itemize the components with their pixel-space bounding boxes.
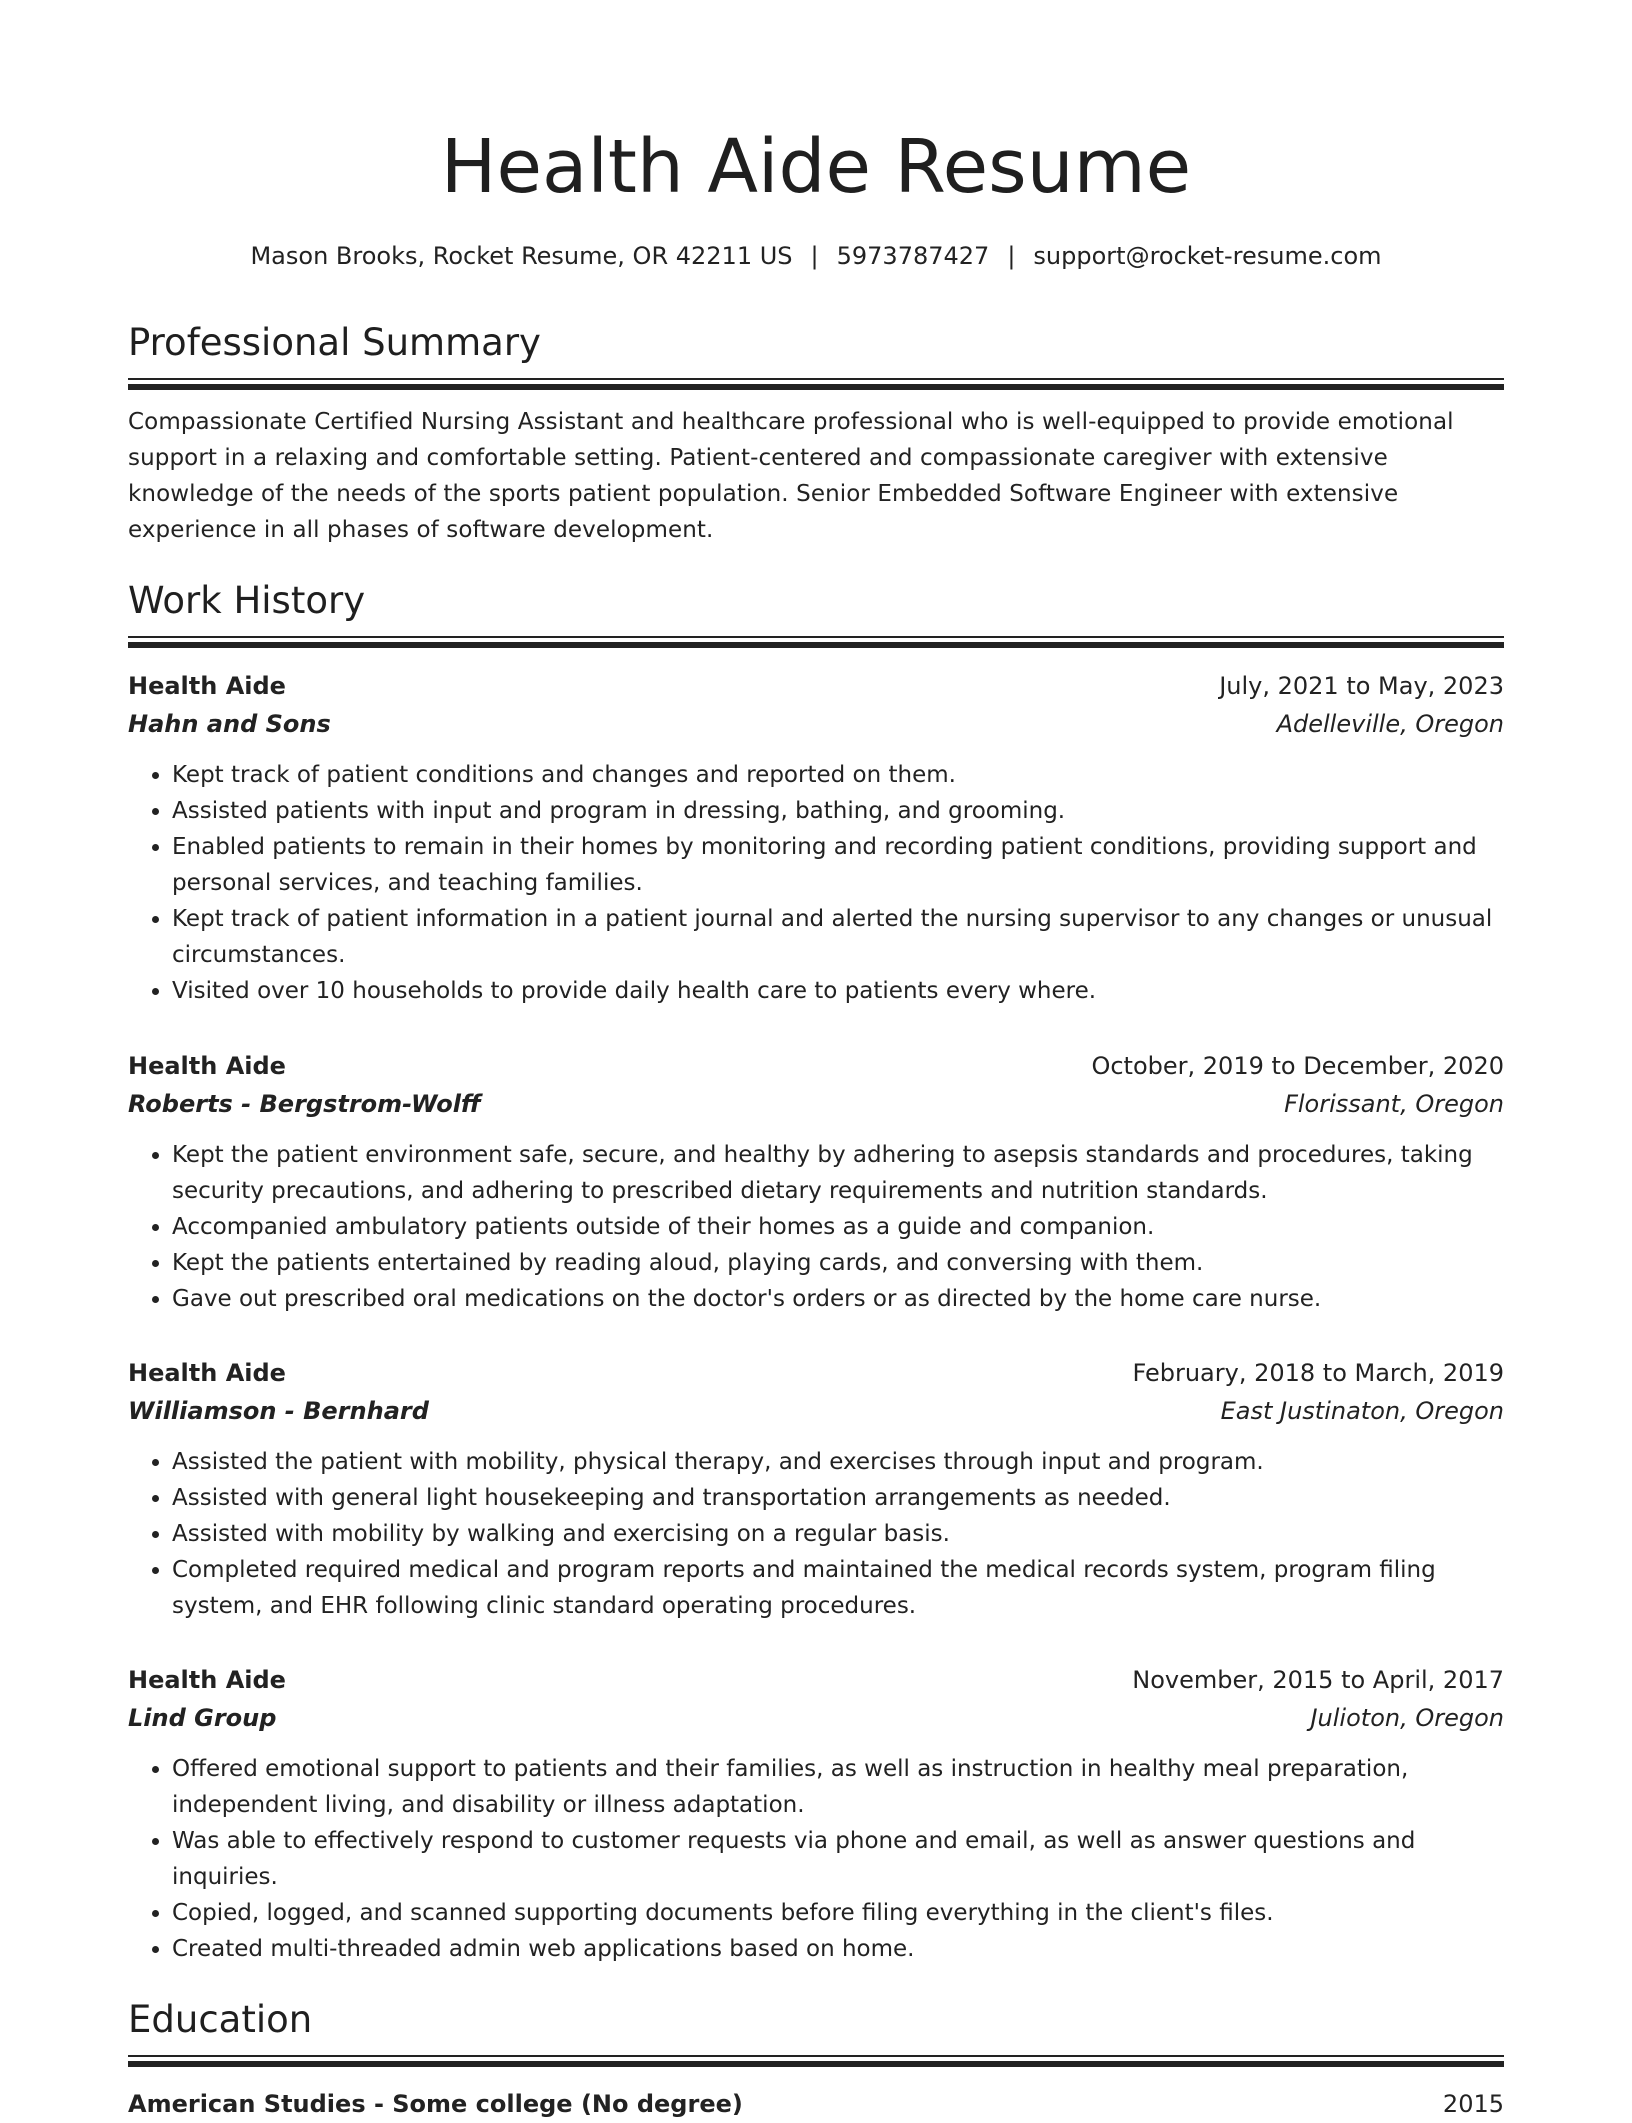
- job-dates: November, 2015 to April, 2017: [1132, 1666, 1504, 1694]
- job-bullets: [128, 1751, 1504, 1967]
- contact-phone: 5973787427: [836, 242, 990, 270]
- job-bullet: • Offered emotional support to patients and their families, as well as instruction in healthy meal preparation, independent living, and disability or illness adaptation.: [172, 1751, 1504, 1823]
- job-location: Florissant, Oregon: [1284, 1090, 1504, 1118]
- education-entry: [128, 2085, 1504, 2123]
- job-title: Health Aide: [128, 1052, 286, 1080]
- summary-text: Compassionate Certified Nursing Assistant and healthcare professional who is well-equipped to provide emotional support in a relaxing and comfortable setting. Patient-centered and compassionate caregiver with extensive knowledge of the needs of the sports patient population. Senior Embedded Software Engineer with extensive experience in all phases of software development.: [128, 409, 1454, 543]
- job-bullet: • Assisted with mobility by walking and exercising on a regular basis.: [172, 1516, 1504, 1552]
- summary-section: [128, 318, 1504, 548]
- job-bullet: • Completed required medical and program reports and maintained the medical records system, program filing system, and EHR following clinic standard operating procedures.: [172, 1552, 1504, 1624]
- job-bullet: • Assisted the patient with mobility, physical therapy, and exercises through input and program.: [172, 1444, 1504, 1480]
- job-bullets: [128, 1444, 1504, 1624]
- job-header-row: [128, 667, 1504, 705]
- education-year: 2015: [1442, 2090, 1504, 2118]
- job-location: Adelleville, Oregon: [1276, 710, 1504, 738]
- job-dates: February, 2018 to March, 2019: [1132, 1359, 1504, 1387]
- job-bullet: • Was able to effectively respond to customer requests via phone and email, as well as answer questions and inquiries.: [172, 1823, 1504, 1895]
- work-history-heading: Work History: [128, 579, 366, 622]
- job-header-row: [128, 1661, 1504, 1699]
- job-company: Williamson - Bernhard: [128, 1397, 429, 1425]
- job-bullet: • Created multi-threaded admin web applications based on home.: [172, 1931, 1504, 1967]
- section-divider: [128, 378, 1504, 380]
- section-divider: [128, 2055, 1504, 2057]
- job-company-row: [128, 1085, 1504, 1123]
- job-bullet: • Kept track of patient information in a patient journal and alerted the nursing supervisor to any changes or unusual circumstances.: [172, 901, 1504, 973]
- job-entry: [128, 1354, 1504, 1624]
- job-bullet: • Kept the patients entertained by reading aloud, playing cards, and conversing with them.: [172, 1245, 1504, 1281]
- job-entry: [128, 1047, 1504, 1317]
- job-bullet: • Enabled patients to remain in their homes by monitoring and recording patient conditions, providing support and personal services, and teaching families.: [172, 829, 1504, 901]
- contact-separator: |: [810, 242, 819, 270]
- section-divider: [128, 636, 1504, 638]
- job-header-row: [128, 1047, 1504, 1085]
- job-company-row: [128, 705, 1504, 743]
- job-company-row: [128, 1392, 1504, 1430]
- job-entry: [128, 667, 1504, 1009]
- job-company: Hahn and Sons: [128, 710, 331, 738]
- job-bullet: • Copied, logged, and scanned supporting documents before filing everything in the client's files.: [172, 1895, 1504, 1931]
- job-bullets: [128, 757, 1504, 1009]
- job-company-row: [128, 1699, 1504, 1737]
- contact-separator: |: [1007, 242, 1016, 270]
- job-bullet: • Accompanied ambulatory patients outside of their homes as a guide and companion.: [172, 1209, 1504, 1245]
- education-degree: American Studies - Some college (No degree): [128, 2090, 743, 2118]
- job-company: Roberts - Bergstrom-Wolff: [128, 1090, 481, 1118]
- job-title: Health Aide: [128, 1666, 286, 1694]
- section-divider-thick: [128, 384, 1504, 390]
- job-dates: October, 2019 to December, 2020: [1091, 1052, 1504, 1080]
- section-divider-thick: [128, 642, 1504, 648]
- job-location: Julioton, Oregon: [1310, 1704, 1504, 1732]
- job-bullet: • Kept the patient environment safe, secure, and healthy by adhering to asepsis standards and procedures, taking security precautions, and adhering to prescribed dietary requirements and nutrition standards.: [172, 1137, 1504, 1209]
- contact-email[interactable]: support@rocket-resume.com: [1033, 242, 1382, 270]
- job-title: Health Aide: [128, 1359, 286, 1387]
- job-dates: July, 2021 to May, 2023: [1219, 672, 1504, 700]
- job-bullets: [128, 1137, 1504, 1317]
- education-heading: Education: [128, 1998, 313, 2041]
- job-bullet: • Assisted with general light housekeeping and transportation arrangements as needed.: [172, 1480, 1504, 1516]
- education-section: [128, 1995, 1504, 2123]
- job-title: Health Aide: [128, 672, 286, 700]
- job-bullet: • Gave out prescribed oral medications on the doctor's orders or as directed by the home care nurse.: [172, 1281, 1504, 1317]
- job-bullet: • Visited over 10 households to provide daily health care to patients every where.: [172, 973, 1504, 1009]
- job-entry: [128, 1661, 1504, 1967]
- job-bullet: • Assisted patients with input and program in dressing, bathing, and grooming.: [172, 793, 1504, 829]
- job-company: Lind Group: [128, 1704, 277, 1732]
- contact-line: [128, 238, 1504, 274]
- job-bullet: • Kept track of patient conditions and changes and reported on them.: [172, 757, 1504, 793]
- resume-title: Health Aide Resume: [440, 124, 1192, 210]
- work-history-section: [128, 576, 1504, 648]
- summary-heading: Professional Summary: [128, 321, 541, 364]
- job-location: East Justinaton, Oregon: [1220, 1397, 1504, 1425]
- contact-address: Mason Brooks, Rocket Resume, OR 42211 US: [250, 242, 793, 270]
- section-divider-thick: [128, 2061, 1504, 2067]
- job-header-row: [128, 1354, 1504, 1392]
